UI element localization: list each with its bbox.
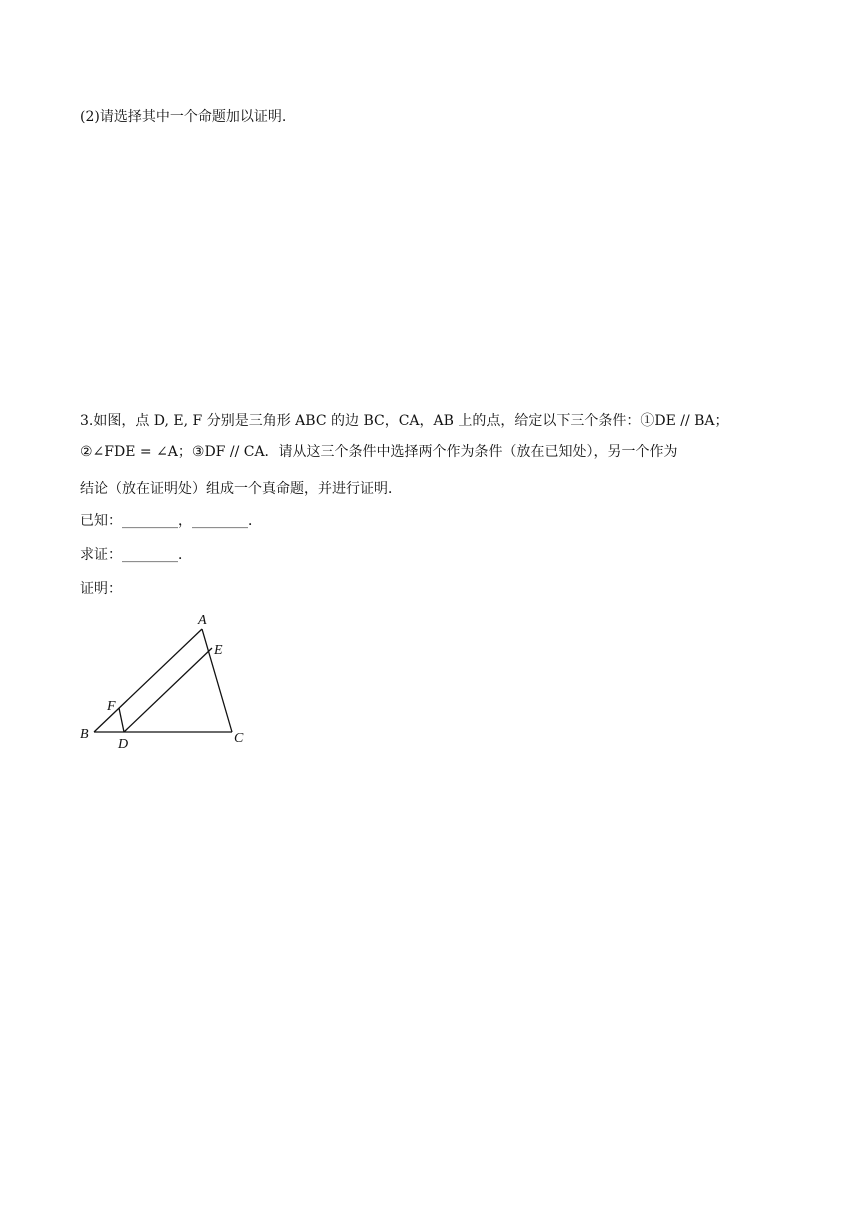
problem3-line1: 3.如图，点 D, E, F 分别是三角形 ABC 的边 BC，CA，AB 上的点，给定以下三个条件：①DE // BA； — [80, 413, 729, 429]
label-b: B — [80, 727, 89, 742]
problem3-line3: 结论（放在证明处）组成一个真命题，并进行证明． — [80, 481, 402, 497]
label-f: F — [107, 699, 116, 714]
label-a: A — [198, 613, 207, 628]
label-d: D — [118, 737, 129, 752]
given-line: 已知：________，________． — [80, 513, 262, 529]
side-ab — [94, 629, 202, 732]
label-c: C — [234, 731, 244, 746]
segment-df — [119, 708, 124, 732]
label-e: E — [214, 643, 223, 658]
part2-prompt: (2)请选择其中一个命题加以证明. — [80, 109, 287, 125]
triangle-diagram — [74, 606, 254, 756]
problem3-line2: ②∠FDE = ∠A；③DF // CA．请从这三个条件中选择两个作为条件（放在已知处），另一个作为 — [80, 444, 678, 460]
proof-line: 证明： — [80, 581, 122, 597]
prove-line: 求证：________． — [80, 547, 192, 563]
triangle-figure — [74, 606, 254, 756]
